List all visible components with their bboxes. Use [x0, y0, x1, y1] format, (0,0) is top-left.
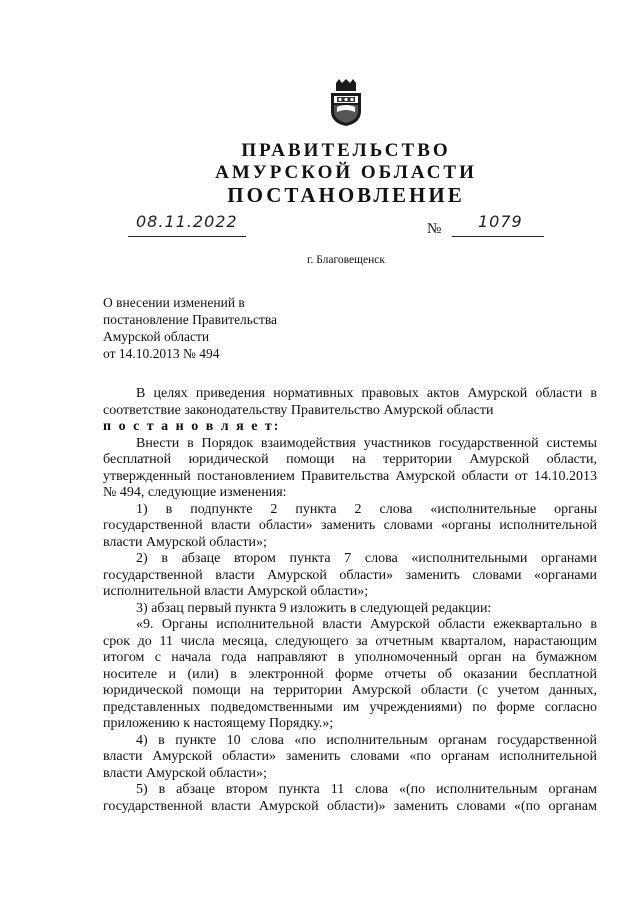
document-number: 1079	[478, 212, 523, 231]
quote-line: представленных подведомственными им учреждениями) по форме согласно	[103, 699, 597, 715]
body-line: утвержденный постановлением Правительства Амурской области от 14.10.2013	[103, 468, 597, 484]
subject-line: Амурской области	[103, 329, 210, 344]
region-title: АМУРСКОЙ ОБЛАСТИ	[215, 162, 477, 183]
resolution-word: п о с т а н о в л я е т:	[103, 419, 281, 434]
document-subject	[103, 294, 277, 362]
body-line: соответствие законодательству Правительство Амурской области	[103, 402, 494, 418]
list-item-line: власти Амурской области»;	[103, 765, 267, 781]
subject-line: от 14.10.2013 № 494	[103, 346, 220, 361]
document-body	[103, 386, 597, 815]
list-item-line: 4) в пункте 10 слова «по исполнительным органам государственной	[136, 732, 597, 748]
government-title: ПРАВИТЕЛЬСТВО	[241, 140, 451, 161]
city-line: г. Благовещенск	[307, 254, 385, 266]
quote-line: юридической помощи на территории Амурской области (с учетом данных,	[103, 683, 597, 698]
body-line: № 494, следующие изменения:	[103, 485, 287, 500]
body-line: В целях приведения нормативных правовых актов Амурской области в	[136, 386, 597, 401]
subject-line: О внесении изменений в	[103, 295, 245, 310]
quote-line: итогом с начала года направляют в уполномоченный орган на бумажном	[103, 650, 597, 665]
number-sign: №	[427, 221, 442, 237]
list-item-line: 5) в абзаце втором пункта 11 слова «(по исполнительным органам	[136, 782, 597, 797]
list-item-line: исполнительной власти Амурской области»;	[103, 584, 369, 599]
quote-line: «9. Органы исполнительной власти Амурской области ежеквартально в	[136, 617, 597, 632]
list-item-line: 2) в абзаце втором пункта 7 слова «исполнительными органами	[136, 551, 597, 566]
list-item-line: власти Амурской области»;	[103, 534, 267, 550]
list-item-line: власти Амурской области» заменить словами «по органам исполнительной	[103, 749, 597, 764]
quote-line: приложению к настоящему Порядку.»;	[103, 716, 334, 731]
quote-line: носителе и (или) в электронной форме отчеты об оказании бесплатной	[103, 666, 597, 682]
quote-line: срок до 11 числа месяца, следующего за отчетным кварталом, нарастающим	[103, 633, 597, 649]
document-type-title: ПОСТАНОВЛЕНИЕ	[227, 183, 465, 207]
subject-line: постановление Правительства	[103, 312, 278, 327]
list-item-line: 3) абзац первый пункта 9 изложить в следующей редакции:	[136, 600, 492, 616]
list-item-line: государственной власти Амурской области)» заменить словами «(по органам	[103, 798, 597, 814]
list-item-line: государственной власти Амурской области» заменить словами «органами	[103, 567, 597, 583]
document-date: 08.11.2022	[136, 212, 238, 231]
amur-region-coat-of-arms-icon	[327, 79, 365, 127]
list-item-line: государственной власти области» заменить словами «органы исполнительной	[103, 518, 597, 533]
body-line: Внести в Порядок взаимодействия участников государственной системы	[136, 435, 597, 451]
body-line: бесплатной юридической помощи на территории Амурской области,	[103, 452, 597, 467]
list-item-line: 1) в подпункте 2 пункта 2 слова «исполнительные органы	[136, 501, 597, 517]
